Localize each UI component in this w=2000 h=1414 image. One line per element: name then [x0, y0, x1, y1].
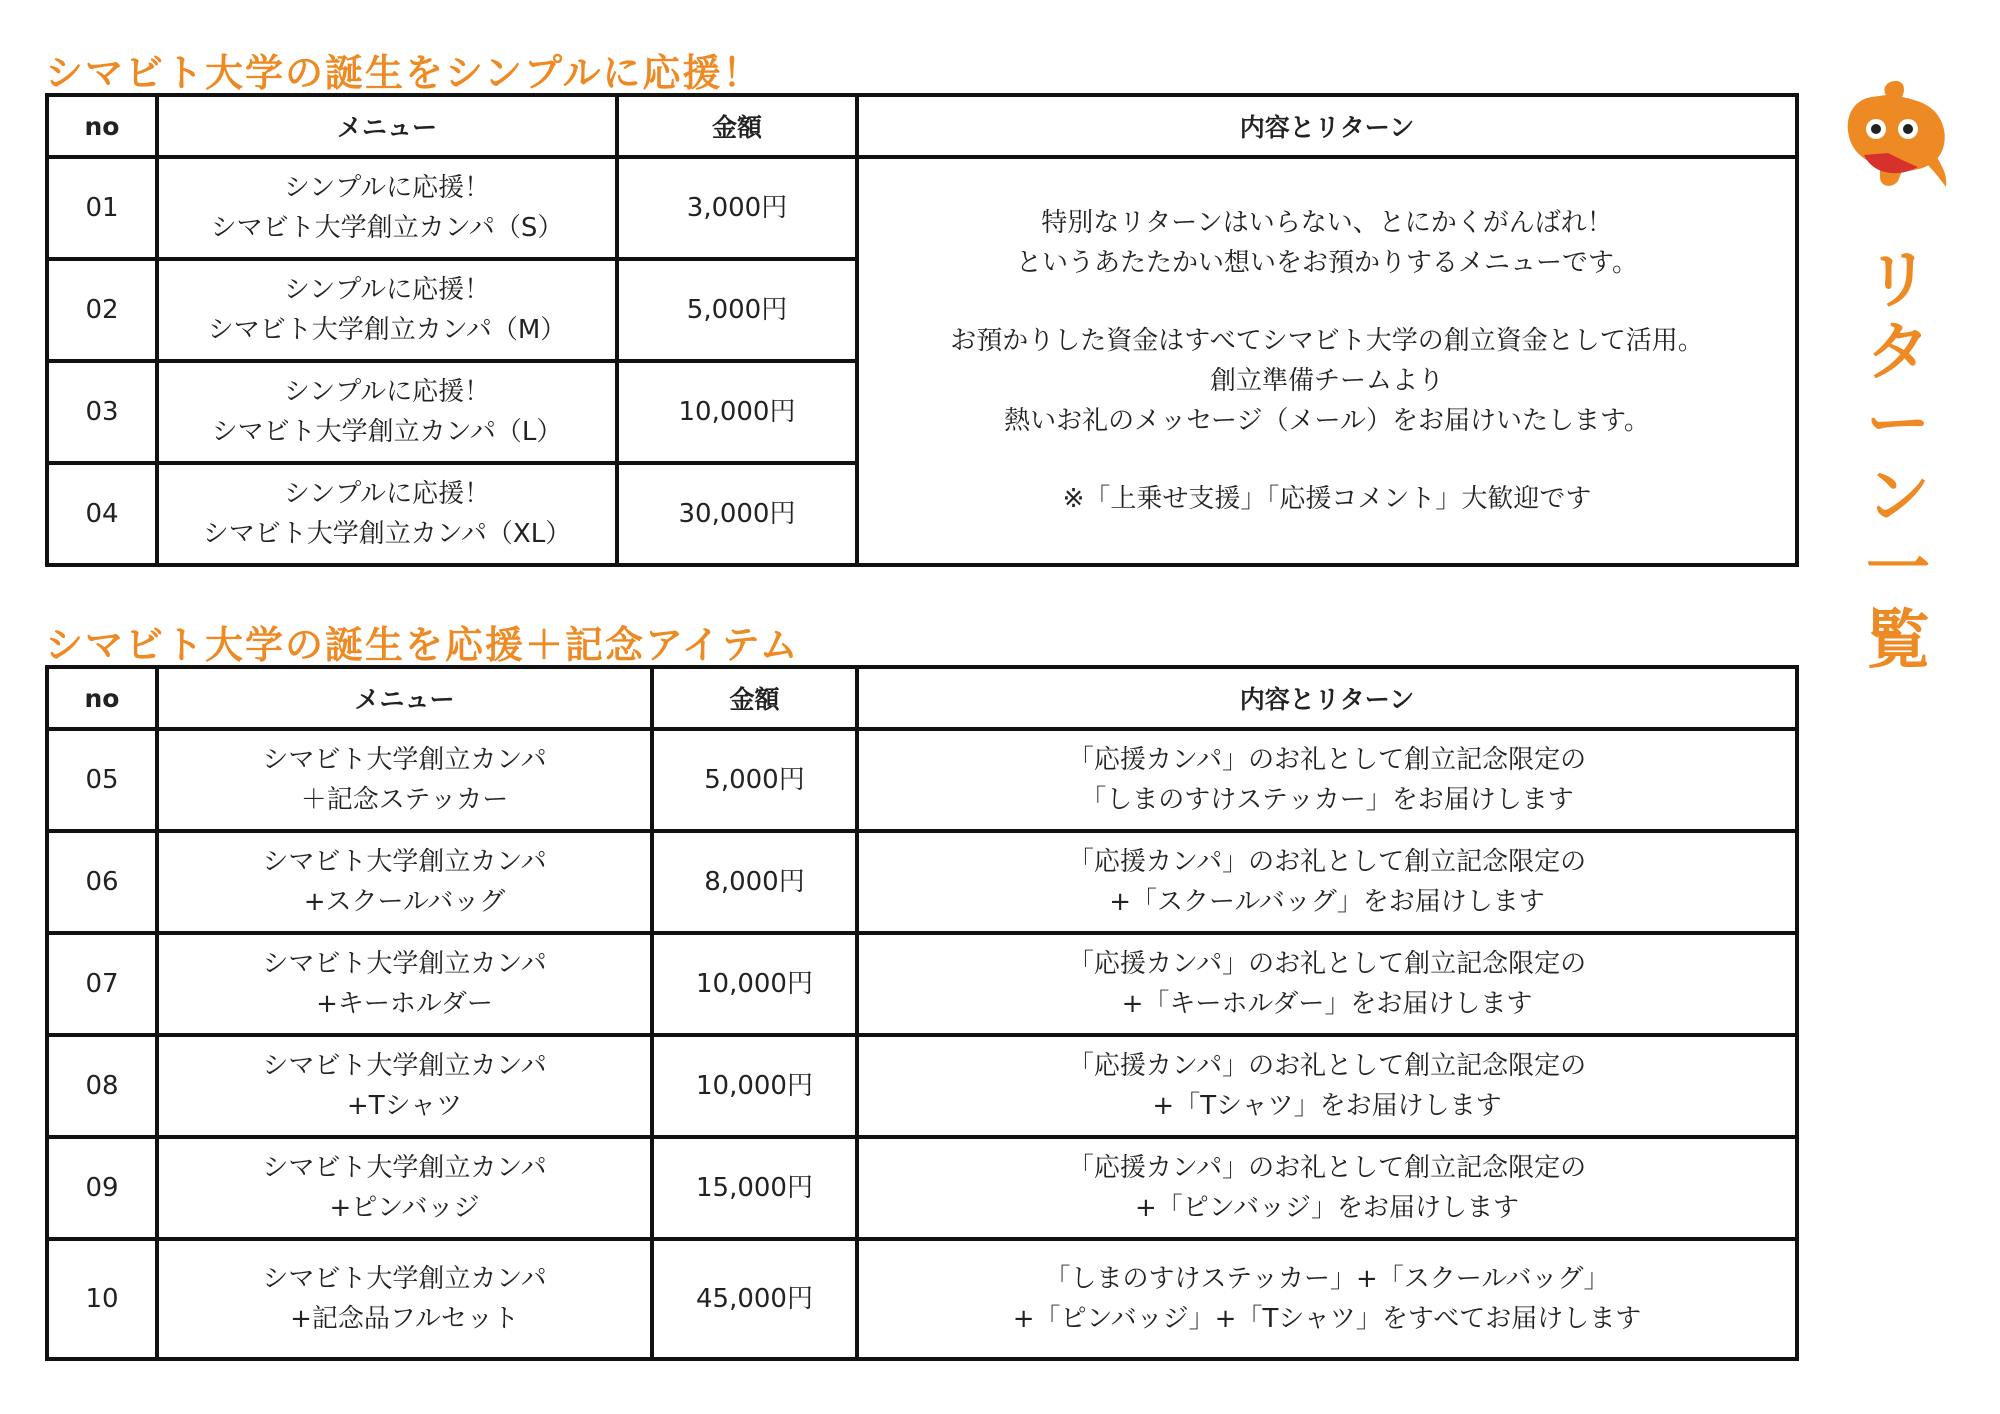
row-no: 03 — [47, 361, 157, 463]
description-line: +「ピンバッジ」+「Tシャツ」をすべてお届けします — [1012, 1304, 1642, 1334]
row-price: 10,000円 — [652, 933, 857, 1035]
description-line: お預かりした資金はすべてシマビト大学の創立資金として活用。 — [950, 326, 1704, 356]
description-line: +「Tシャツ」をお届けします — [1152, 1091, 1502, 1121]
menu-line: +キーホルダー — [316, 989, 493, 1019]
row-menu — [157, 831, 652, 933]
item-support-table — [45, 665, 1799, 1361]
row-description — [857, 1239, 1797, 1359]
row-price: 8,000円 — [652, 831, 857, 933]
table-row — [47, 831, 1797, 933]
vertical-title-char: タ — [1866, 316, 1930, 390]
row-price: 5,000円 — [652, 729, 857, 831]
vertical-title-char: リ — [1866, 244, 1930, 318]
table-row — [47, 157, 1797, 259]
description-line: 特別なリターンはいらない、とにかくがんばれ！ — [1041, 208, 1613, 238]
row-price: 30,000円 — [617, 463, 857, 565]
menu-line: +Tシャツ — [346, 1091, 463, 1121]
menu-line: シマビト大学創立カンパ — [262, 1051, 547, 1081]
row-no: 07 — [47, 933, 157, 1035]
menu-line: +スクールバッグ — [303, 887, 506, 917]
row-price: 5,000円 — [617, 259, 857, 361]
vertical-return-list-title — [1858, 245, 1938, 677]
row-menu — [157, 361, 617, 463]
row-price: 3,000円 — [617, 157, 857, 259]
table-header-row — [47, 667, 1797, 729]
description-line: 「応援カンパ」のお礼として創立記念限定の — [1067, 847, 1587, 877]
menu-line: シンプルに応援！ — [283, 173, 491, 203]
row-menu — [157, 1035, 652, 1137]
menu-line: シマビト大学創立カンパ（L） — [211, 417, 563, 447]
description-line: 「応援カンパ」のお礼として創立記念限定の — [1067, 1153, 1587, 1183]
menu-line: シマビト大学創立カンパ（M） — [207, 315, 567, 345]
description-line: 「応援カンパ」のお礼として創立記念限定の — [1067, 949, 1587, 979]
row-description — [857, 729, 1797, 831]
menu-line: シンプルに応援！ — [283, 275, 491, 305]
row-price: 10,000円 — [652, 1035, 857, 1137]
header-content: 内容とリターン — [857, 667, 1797, 729]
section1-title: シマビト大学の誕生をシンプルに応援！ — [45, 51, 763, 95]
menu-line: シマビト大学創立カンパ（XL） — [202, 519, 572, 549]
menu-line: シマビト大学創立カンパ — [262, 847, 547, 877]
menu-line: シマビト大学創立カンパ — [262, 745, 547, 775]
section2-title: シマビト大学の誕生を応援＋記念アイテム — [45, 623, 800, 667]
menu-line: シンプルに応援！ — [283, 479, 491, 509]
row-price: 45,000円 — [652, 1239, 857, 1359]
row-no: 06 — [47, 831, 157, 933]
menu-line: シンプルに応援！ — [283, 377, 491, 407]
vertical-title-char: ー — [1866, 388, 1930, 462]
row-menu — [157, 157, 617, 259]
row-description — [857, 1137, 1797, 1239]
row-no: 05 — [47, 729, 157, 831]
row-no: 04 — [47, 463, 157, 565]
menu-line: ＋記念ステッカー — [300, 785, 509, 815]
description-line: 熱いお礼のメッセージ（メール）をお届けいたします。 — [1004, 406, 1650, 436]
table-row — [47, 1137, 1797, 1239]
table-row — [47, 933, 1797, 1035]
row-menu — [157, 933, 652, 1035]
vertical-title-char: ン — [1866, 460, 1930, 534]
row-description — [857, 933, 1797, 1035]
description-line: +「キーホルダー」をお届けします — [1121, 989, 1533, 1019]
menu-line: +記念品フルセット — [290, 1304, 519, 1334]
menu-line: シマビト大学創立カンパ — [262, 1153, 547, 1183]
description-line: というあたたかい想いをお預かりするメニューです。 — [1016, 248, 1638, 278]
description-line: 「応援カンパ」のお礼として創立記念限定の — [1067, 745, 1587, 775]
table-row — [47, 1035, 1797, 1137]
description-line: +「ピンバッジ」をお届けします — [1135, 1193, 1519, 1223]
row-menu — [157, 259, 617, 361]
menu-line: +ピンバッジ — [329, 1193, 480, 1223]
header-menu: メニュー — [157, 667, 652, 729]
row-price: 10,000円 — [617, 361, 857, 463]
menu-line: シマビト大学創立カンパ — [262, 949, 547, 979]
description-line: 「応援カンパ」のお礼として創立記念限定の — [1067, 1051, 1587, 1081]
header-no: no — [47, 667, 157, 729]
header-content: 内容とリターン — [857, 95, 1797, 157]
row-menu — [157, 1137, 652, 1239]
row-no: 10 — [47, 1239, 157, 1359]
header-menu: メニュー — [157, 95, 617, 157]
row-description — [857, 1035, 1797, 1137]
row-menu — [157, 729, 652, 831]
menu-line: シマビト大学創立カンパ（S） — [210, 213, 564, 243]
description-line: 創立準備チームより — [1209, 366, 1444, 396]
header-no: no — [47, 95, 157, 157]
header-price: 金額 — [652, 667, 857, 729]
row-menu — [157, 463, 617, 565]
row-no: 01 — [47, 157, 157, 259]
shared-description — [857, 157, 1797, 565]
row-no: 08 — [47, 1035, 157, 1137]
vertical-title-char: 覧 — [1866, 604, 1930, 678]
table-row — [47, 729, 1797, 831]
row-price: 15,000円 — [652, 1137, 857, 1239]
table-row — [47, 1239, 1797, 1359]
description-line: +「スクールバッグ」をお届けします — [1109, 887, 1545, 917]
header-price: 金額 — [617, 95, 857, 157]
row-menu — [157, 1239, 652, 1359]
table-header-row — [47, 95, 1797, 157]
description-line: 「しまのすけステッカー」+「スクールバッグ」 — [1044, 1264, 1610, 1294]
row-no: 02 — [47, 259, 157, 361]
vertical-title-char: 一 — [1866, 532, 1930, 606]
row-description — [857, 831, 1797, 933]
mascot-logo-icon — [1836, 75, 1956, 205]
menu-line: シマビト大学創立カンパ — [262, 1264, 547, 1294]
simple-support-table — [45, 93, 1799, 567]
description-note: ※「上乗せ支援」「応援コメント」大歓迎です — [1062, 484, 1592, 514]
row-no: 09 — [47, 1137, 157, 1239]
description-line: 「しまのすけステッカー」をお届けします — [1080, 785, 1574, 815]
